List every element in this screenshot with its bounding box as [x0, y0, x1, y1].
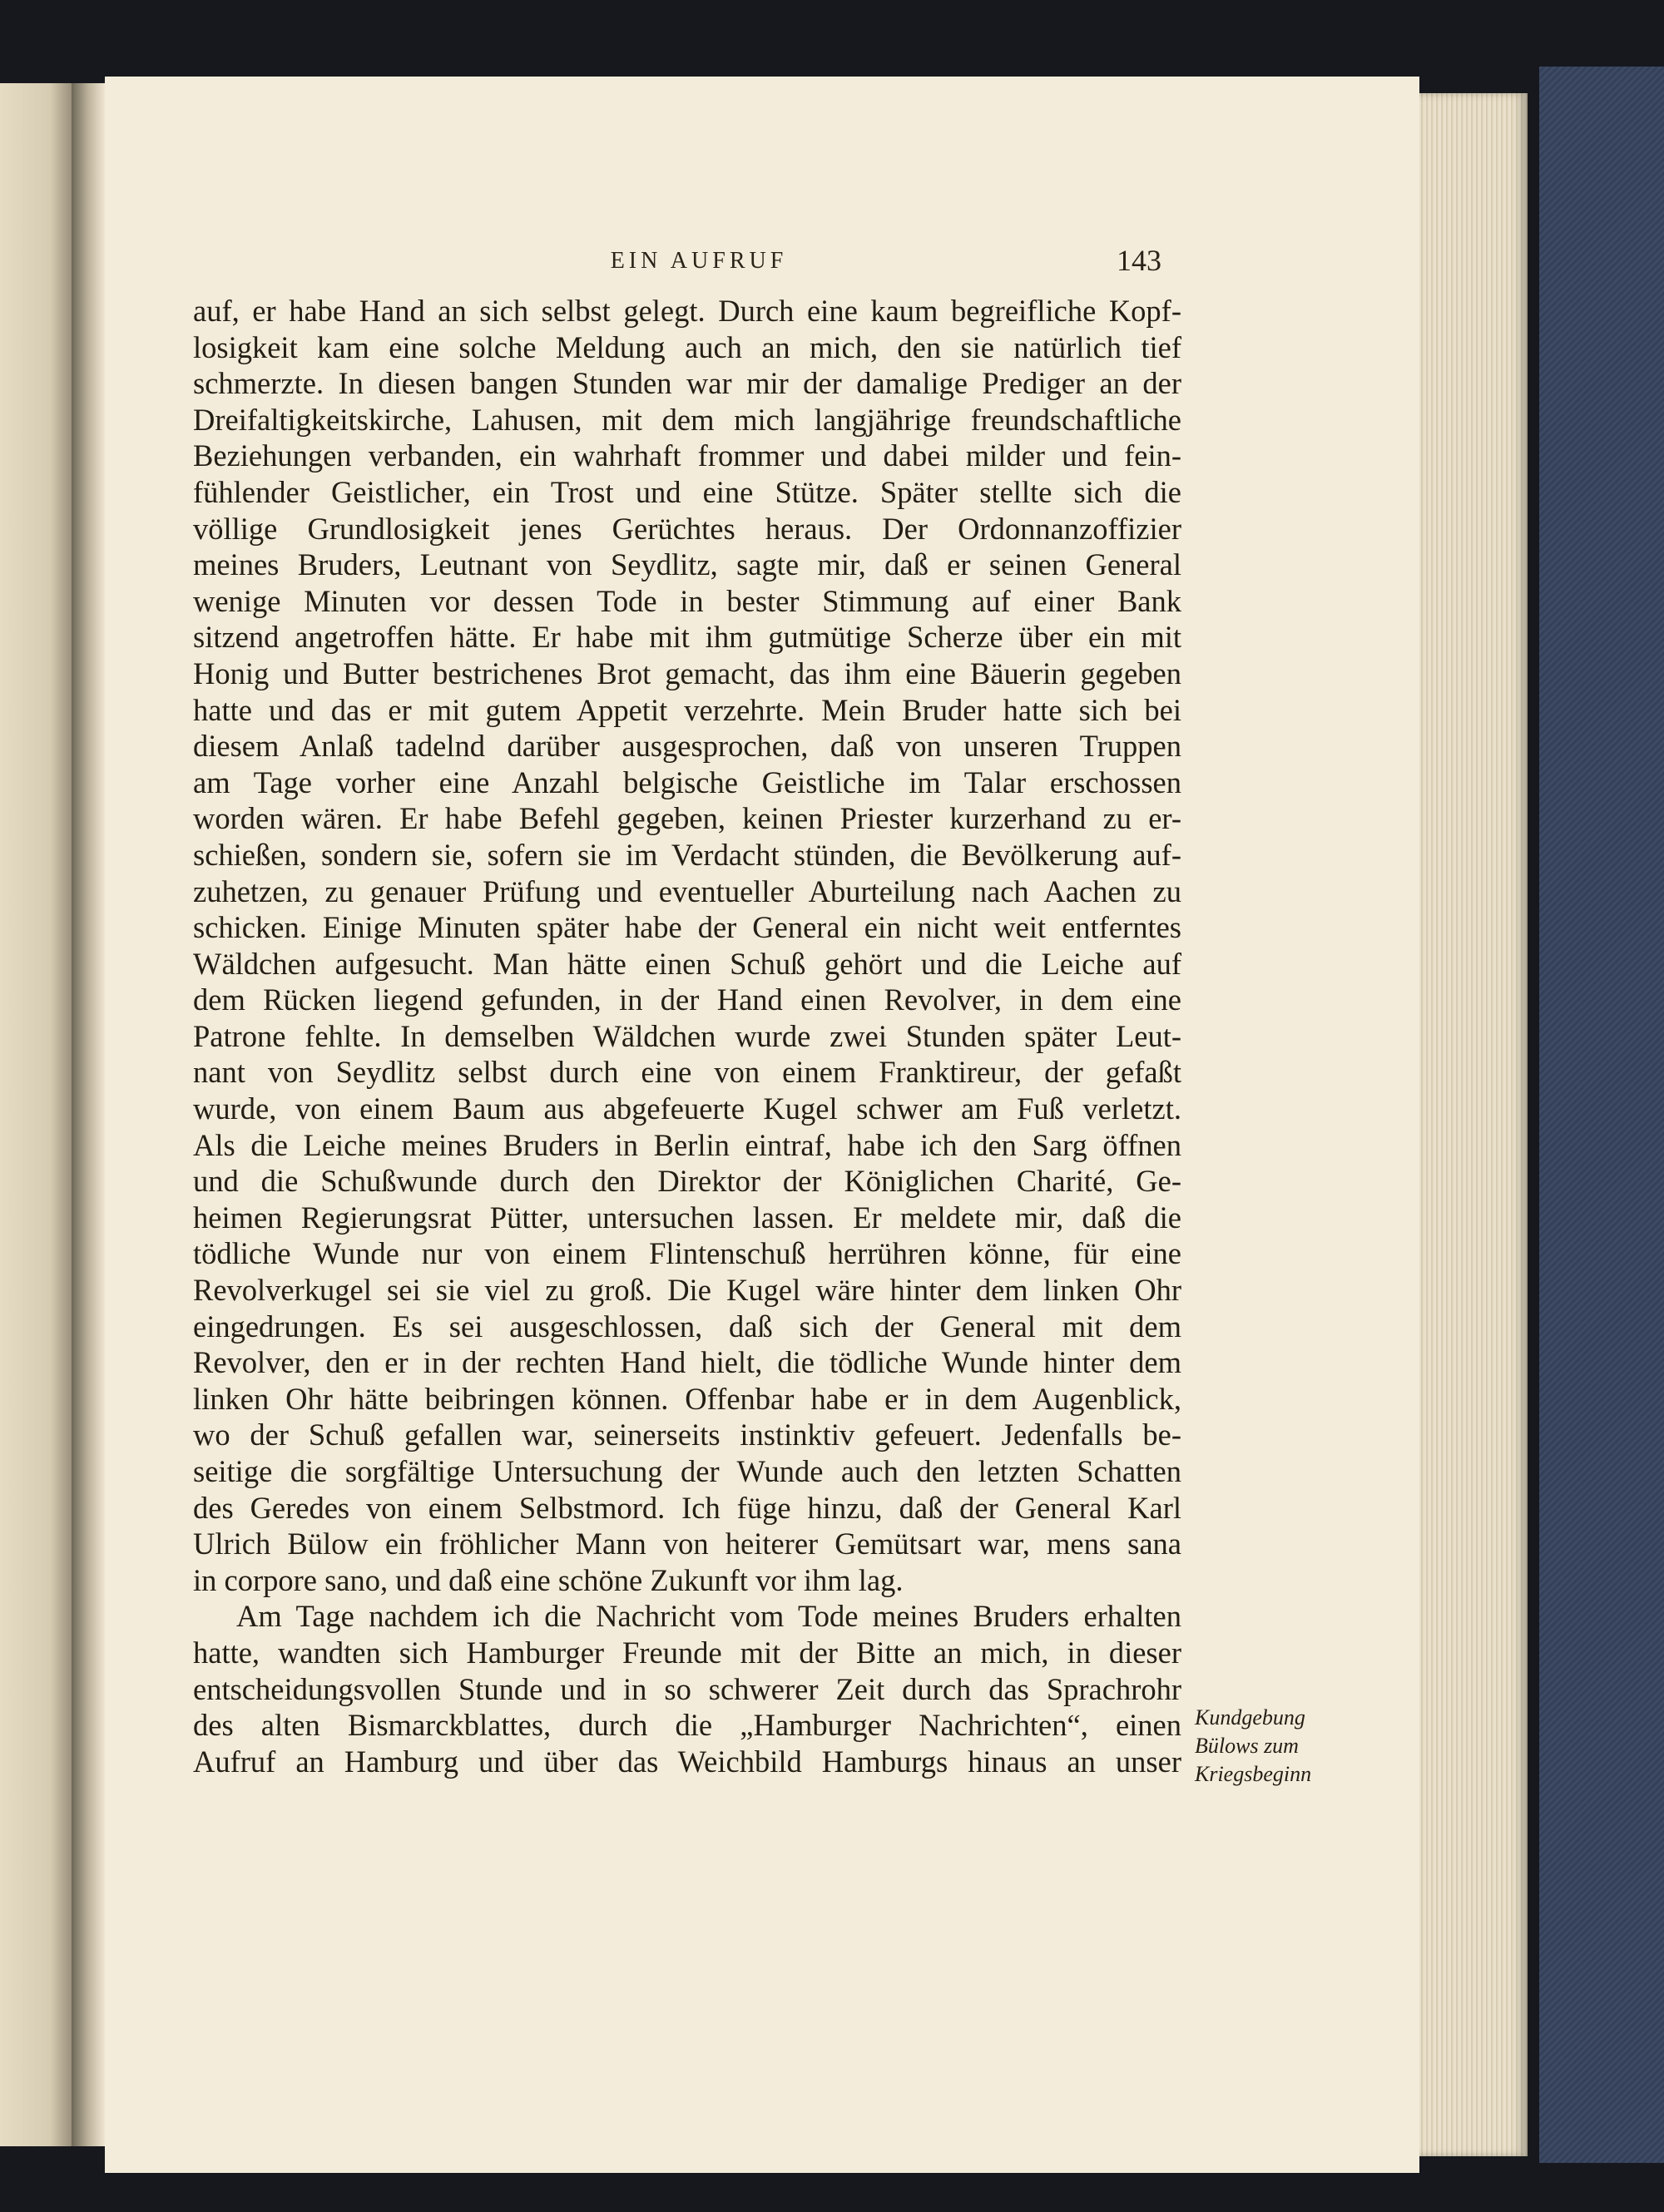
- text-line: heimen Regierungsrat Pütter, untersuchen lassen. Er meldete mir, daß die: [193, 1200, 1181, 1235]
- margin-note: [1195, 1704, 1345, 1789]
- left-page-edge: [0, 83, 72, 2146]
- text-line: schießen, sondern sie, sofern sie im Verdacht stünden, die Bevölkerung auf-: [193, 837, 1181, 872]
- text-line: sitzend angetroffen hätte. Er habe mit ihm gutmütige Scherze über ein mit: [193, 620, 1181, 655]
- text-line: Beziehungen verbanden, ein wahrhaft frommer und dabei milder und fein-: [193, 438, 1181, 473]
- text-line: auf, er habe Hand an sich selbst gelegt. Durch eine kaum begreifliche Kopf-: [193, 294, 1181, 328]
- text-line: diesem Anlaß tadelnd darüber ausgesprochen, daß von unseren Truppen: [193, 729, 1181, 764]
- text-line: seitige die sorgfältige Untersuchung der Wunde auch den letzten Schatten: [193, 1454, 1181, 1488]
- text-line: Wäldchen aufgesucht. Man hätte einen Schuß gehört und die Leiche auf: [193, 946, 1181, 981]
- margin-note-line: Bülows zum: [1195, 1734, 1299, 1758]
- text-line: Ulrich Bülow ein fröhlicher Mann von heiterer Gemütsart war, mens sana: [193, 1527, 1181, 1561]
- text-line: hatte und das er mit gutem Appetit verzehrte. Mein Bruder hatte sich bei: [193, 692, 1181, 727]
- text-line: zuhetzen, zu genauer Prüfung und eventueller Aburteilung nach Aachen zu: [193, 873, 1181, 908]
- text-line: Aufruf an Hamburg und über das Weichbild Hamburgs hinaus an unser: [193, 1744, 1181, 1779]
- text-line: Revolver, den er in der rechten Hand hielt, die tödliche Wunde hinter dem: [193, 1345, 1181, 1380]
- running-header-title: EIN AUFRUF: [610, 248, 788, 274]
- text-line: tödliche Wunde nur von einem Flintenschuß herrühren könne, für eine: [193, 1236, 1181, 1271]
- text-line: entscheidungsvollen Stunde und in so schwerer Zeit durch das Sprachrohr: [193, 1671, 1181, 1706]
- text-line: wo der Schuß gefallen war, seinerseits instinktiv gefeuert. Jedenfalls be-: [193, 1418, 1181, 1452]
- text-line: Als die Leiche meines Bruders in Berlin eintraf, habe ich den Sarg öffnen: [193, 1127, 1181, 1162]
- text-line: hatte, wandten sich Hamburger Freunde mit der Bitte an mich, in dieser: [193, 1635, 1181, 1670]
- text-line: Honig und Butter bestrichenes Brot gemacht, das ihm eine Bäuerin gegeben: [193, 656, 1181, 690]
- margin-note-line: Kriegsbeginn: [1195, 1762, 1312, 1786]
- text-line: dem Rücken liegend gefunden, in der Hand einen Revolver, in dem eine: [193, 982, 1181, 1017]
- text-line: schicken. Einige Minuten später habe der General ein nicht weit entferntes: [193, 910, 1181, 945]
- text-line: linken Ohr hätte beibringen können. Offenbar habe er in dem Augenblick,: [193, 1381, 1181, 1416]
- text-line: losigkeit kam eine solche Meldung auch an mich, den sie natürlich tief: [193, 329, 1181, 364]
- body-text: [193, 293, 1181, 1779]
- text-line: des Geredes von einem Selbstmord. Ich füge hinzu, daß der General Karl: [193, 1490, 1181, 1525]
- text-line: und die Schußwunde durch den Direktor der Königlichen Charité, Ge-: [193, 1164, 1181, 1199]
- page-number: 143: [1117, 244, 1161, 277]
- text-line: Patrone fehlte. In demselben Wäldchen wurde zwei Stunden später Leut-: [193, 1018, 1181, 1053]
- text-line: am Tage vorher eine Anzahl belgische Geistliche im Talar erschossen: [193, 765, 1181, 799]
- text-line: wurde, von einem Baum aus abgefeuerte Kugel schwer am Fuß verletzt.: [193, 1091, 1181, 1126]
- text-line: des alten Bismarckblattes, durch die „Hamburger Nachrichten“, einen: [193, 1708, 1181, 1743]
- text-line: wenige Minuten vor dessen Tode in bester Stimmung auf einer Bank: [193, 583, 1181, 618]
- text-line: schmerzte. In diesen bangen Stunden war mir der damalige Prediger an der: [193, 366, 1181, 401]
- text-line: meines Bruders, Leutnant von Seydlitz, sagte mir, daß er seinen General: [193, 547, 1181, 582]
- text-line: völlige Grundlosigkeit jenes Gerüchtes heraus. Der Ordonnanzoffizier: [193, 511, 1181, 546]
- book-cover-cloth: [1539, 67, 1664, 2163]
- text-line: Am Tage nachdem ich die Nachricht vom Tode meines Bruders erhalten: [236, 1599, 1181, 1634]
- text-line: fühlender Geistlicher, ein Trost und eine Stütze. Später stellte sich die: [193, 474, 1181, 509]
- page-block-edges: [1419, 93, 1528, 2156]
- text-line: Dreifaltigkeitskirche, Lahusen, mit dem mich langjährige freundschaftliche: [193, 402, 1181, 437]
- text-line: Revolverkugel sei sie viel zu groß. Die Kugel wäre hinter dem linken Ohr: [193, 1273, 1181, 1308]
- text-line: nant von Seydlitz selbst durch eine von einem Franktireur, der gefaßt: [193, 1055, 1181, 1090]
- text-line: in corpore sano, und daß eine schöne Zukunft vor ihm lag.: [193, 1562, 904, 1597]
- text-line: worden wären. Er habe Befehl gegeben, keinen Priester kurzerhand zu er-: [193, 801, 1181, 836]
- book-gutter: [72, 83, 105, 2146]
- margin-note-line: Kundgebung: [1195, 1705, 1305, 1730]
- text-line: eingedrungen. Es sei ausgeschlossen, daß sich der General mit dem: [193, 1309, 1181, 1344]
